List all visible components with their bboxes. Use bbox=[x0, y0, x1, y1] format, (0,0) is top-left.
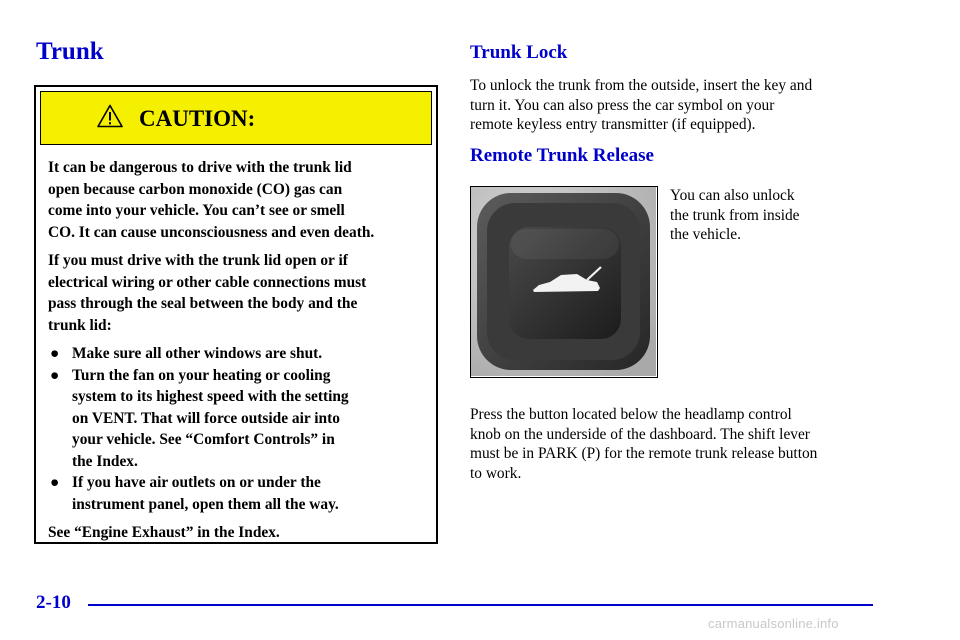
watermark: carmanualsonline.info bbox=[708, 616, 839, 631]
text-line: Press the button located below the headlamp control bbox=[470, 406, 792, 423]
text-line: instrument panel, open them all the way. bbox=[72, 495, 339, 513]
text-line: Make sure all other windows are shut. bbox=[72, 345, 323, 362]
bullet-icon: ● bbox=[50, 345, 60, 362]
trunk-lock-heading: Trunk Lock bbox=[470, 42, 568, 63]
text-line: Turn the fan on your heating or cooling bbox=[72, 366, 331, 384]
bullet-icon: ● bbox=[50, 366, 60, 384]
remote-release-paragraph bbox=[470, 405, 890, 483]
list-item bbox=[48, 343, 430, 365]
text-line: your vehicle. See “Comfort Controls” in bbox=[72, 431, 335, 448]
text-line: If you must drive with the trunk lid open or if bbox=[48, 252, 348, 269]
caution-bullet-list bbox=[48, 343, 430, 515]
caution-paragraph-1 bbox=[48, 157, 430, 243]
page-title: Trunk bbox=[36, 38, 104, 65]
trunk-release-button-image bbox=[471, 187, 656, 376]
list-item bbox=[48, 365, 430, 473]
text-line: CO. It can cause unconsciousness and even death. bbox=[48, 223, 375, 241]
footer-rule bbox=[88, 604, 873, 606]
text-line: on VENT. That will force outside air into bbox=[72, 409, 340, 427]
text-line: If you have air outlets on or under the bbox=[72, 474, 321, 491]
warning-triangle-icon bbox=[97, 104, 123, 128]
caution-closing: See “Engine Exhaust” in the Index. bbox=[48, 524, 280, 541]
trunk-lock-paragraph bbox=[470, 76, 890, 135]
text-line: the vehicle. bbox=[670, 226, 741, 243]
text-line: must be in PARK (P) for the remote trunk release button bbox=[470, 445, 818, 462]
text-line: turn it. You can also press the car symbol on your bbox=[470, 96, 775, 114]
text-line: to work. bbox=[470, 464, 522, 482]
caution-box bbox=[34, 85, 438, 544]
text-line: the Index. bbox=[72, 452, 138, 470]
text-line: trunk lid: bbox=[48, 316, 112, 334]
text-line: the trunk from inside bbox=[670, 206, 800, 224]
list-item bbox=[48, 472, 430, 515]
caution-paragraph-2 bbox=[48, 250, 430, 336]
text-line: It can be dangerous to drive with the trunk lid bbox=[48, 159, 352, 176]
text-line: open because carbon monoxide (CO) gas can bbox=[48, 180, 343, 198]
caution-header bbox=[40, 91, 432, 145]
trunk-release-button-photo bbox=[470, 186, 658, 378]
text-line: electrical wiring or other cable connections must bbox=[48, 273, 367, 291]
remote-release-side-text bbox=[670, 186, 870, 245]
caution-body bbox=[48, 157, 430, 551]
text-line: pass through the seal between the body and the bbox=[48, 295, 358, 312]
text-line: To unlock the trunk from the outside, insert the key and bbox=[470, 77, 813, 94]
remote-trunk-release-heading: Remote Trunk Release bbox=[470, 145, 654, 166]
text-line: come into your vehicle. You can’t see or smell bbox=[48, 202, 345, 219]
text-line: system to its highest speed with the setting bbox=[72, 388, 349, 405]
text-line: You can also unlock bbox=[670, 187, 795, 204]
bullet-icon: ● bbox=[50, 474, 60, 491]
text-line: remote keyless entry transmitter (if equipped). bbox=[470, 116, 756, 133]
caution-label: CAUTION: bbox=[139, 106, 256, 131]
text-line: knob on the underside of the dashboard. The shift lever bbox=[470, 425, 810, 443]
page-number: 2-10 bbox=[36, 592, 71, 613]
